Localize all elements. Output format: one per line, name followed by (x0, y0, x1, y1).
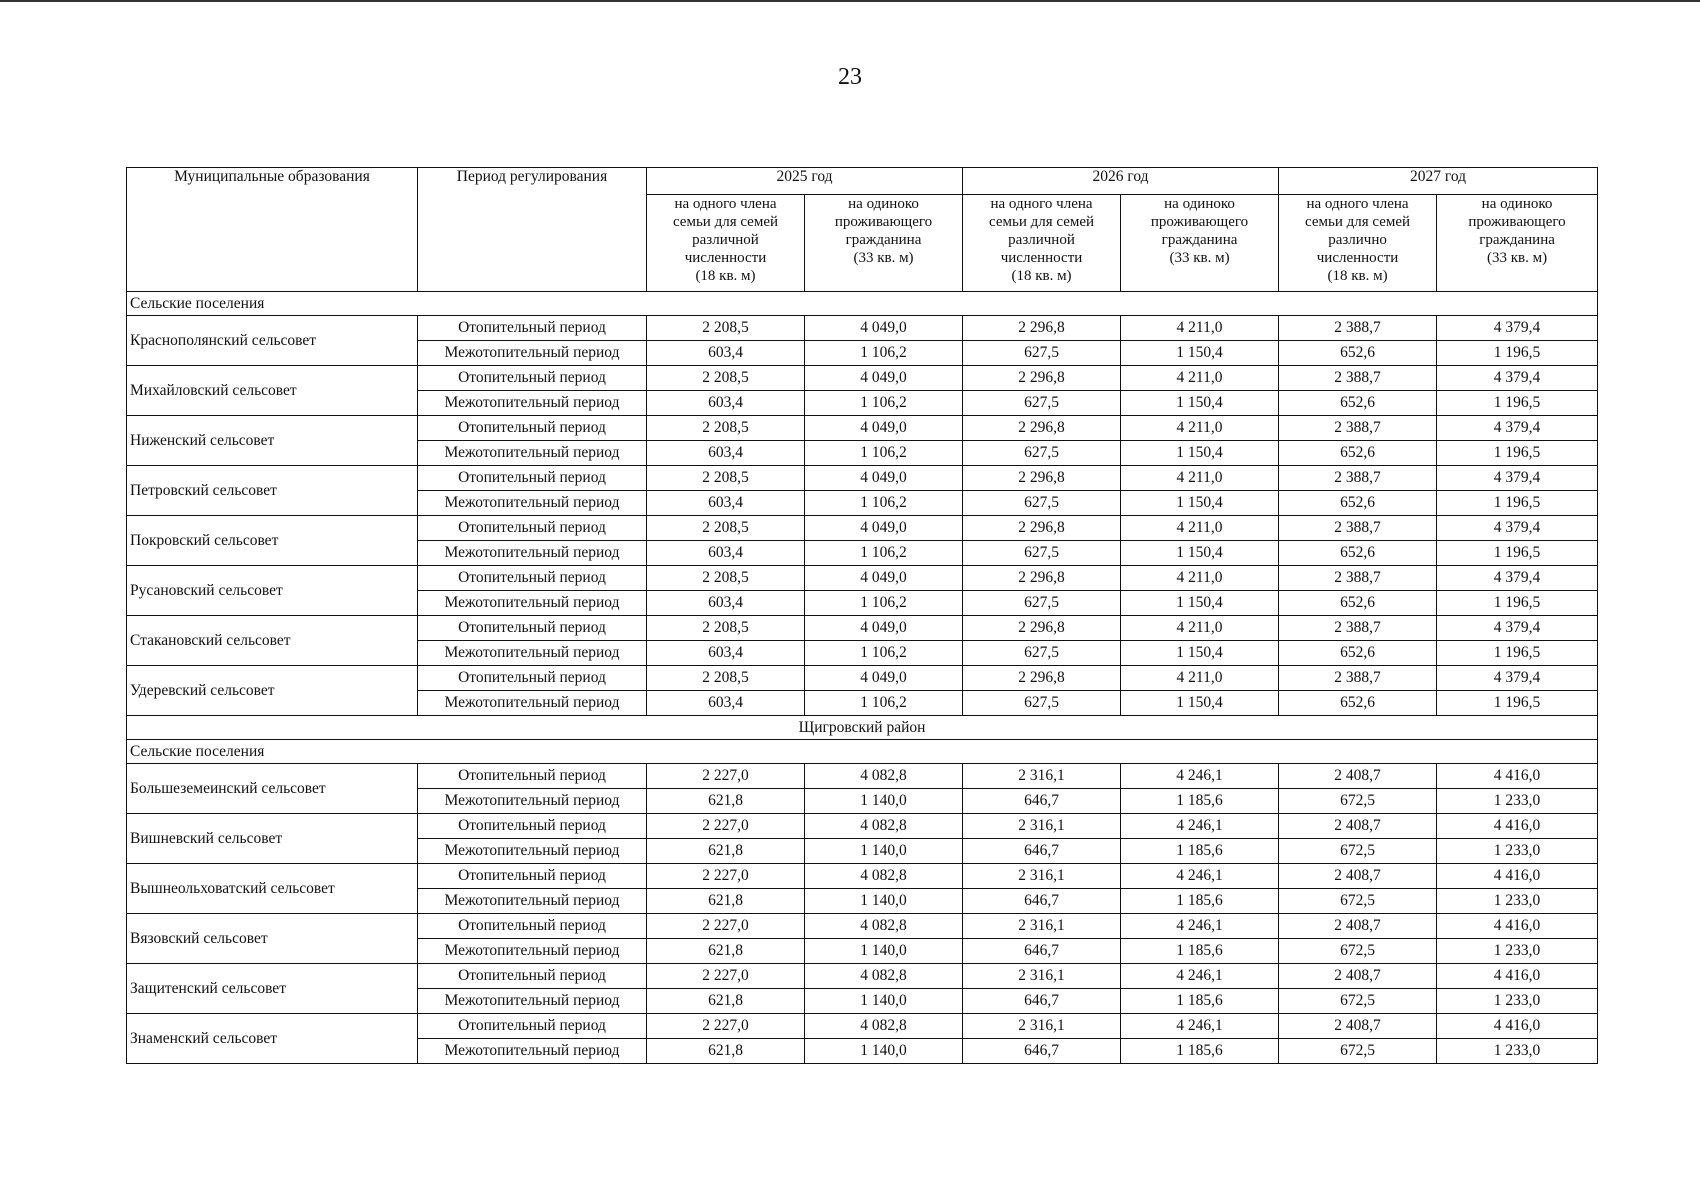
municipality-name: Покровский сельсовет (127, 516, 418, 566)
value-cell: 2 208,5 (647, 316, 805, 341)
value-cell: 4 082,8 (805, 814, 963, 839)
value-cell: 1 185,6 (1121, 989, 1279, 1014)
subheader-cell (805, 195, 963, 292)
value-cell: 2 408,7 (1279, 864, 1437, 889)
value-cell: 2 408,7 (1279, 764, 1437, 789)
subheader-line: на одиноко (1481, 196, 1553, 212)
value-cell: 2 388,7 (1279, 516, 1437, 541)
value-cell: 4 416,0 (1437, 864, 1598, 889)
value-cell: 4 246,1 (1121, 864, 1279, 889)
value-cell: 1 150,4 (1121, 441, 1279, 466)
value-cell: 646,7 (963, 789, 1121, 814)
value-cell: 4 416,0 (1437, 1014, 1598, 1039)
value-cell: 4 049,0 (805, 416, 963, 441)
value-cell: 2 388,7 (1279, 366, 1437, 391)
subheader-line: численности (1316, 250, 1399, 266)
value-cell: 1 106,2 (805, 391, 963, 416)
value-cell: 2 208,5 (647, 366, 805, 391)
value-cell: 2 208,5 (647, 566, 805, 591)
value-cell: 2 388,7 (1279, 666, 1437, 691)
municipality-name: Краснополянский сельсовет (127, 316, 418, 366)
subheader-line: гражданина (845, 232, 922, 248)
value-cell: 1 196,5 (1437, 391, 1598, 416)
value-cell: 2 296,8 (963, 566, 1121, 591)
value-cell: 1 150,4 (1121, 641, 1279, 666)
value-cell: 4 246,1 (1121, 814, 1279, 839)
value-cell: 2 316,1 (963, 764, 1121, 789)
subheader-cell (1279, 195, 1437, 292)
value-cell: 2 296,8 (963, 516, 1121, 541)
table-row (127, 814, 1598, 839)
period-cell: Межотопительный период (418, 491, 647, 516)
value-cell: 2 296,8 (963, 366, 1121, 391)
subheader-line: на одного члена (1306, 196, 1409, 212)
value-cell: 2 388,7 (1279, 316, 1437, 341)
value-cell: 4 379,4 (1437, 516, 1598, 541)
table-row (127, 764, 1598, 789)
value-cell: 1 196,5 (1437, 691, 1598, 716)
subheader-line: численности (1000, 250, 1083, 266)
value-cell: 4 082,8 (805, 1014, 963, 1039)
header-period: Период регулирования (418, 168, 647, 292)
value-cell: 2 316,1 (963, 964, 1121, 989)
value-cell: 603,4 (647, 591, 805, 616)
subheader-line: семьи для семей (988, 214, 1095, 230)
value-cell: 2 388,7 (1279, 416, 1437, 441)
value-cell: 4 049,0 (805, 616, 963, 641)
value-cell: 672,5 (1279, 989, 1437, 1014)
value-cell: 672,5 (1279, 789, 1437, 814)
value-cell: 4 379,4 (1437, 416, 1598, 441)
value-cell: 652,6 (1279, 441, 1437, 466)
value-cell: 1 196,5 (1437, 491, 1598, 516)
period-cell: Отопительный период (418, 914, 647, 939)
value-cell: 4 082,8 (805, 964, 963, 989)
value-cell: 2 388,7 (1279, 566, 1437, 591)
value-cell: 1 233,0 (1437, 939, 1598, 964)
subheader-line: гражданина (1161, 232, 1238, 248)
value-cell: 621,8 (647, 839, 805, 864)
period-cell: Межотопительный период (418, 641, 647, 666)
value-cell: 621,8 (647, 789, 805, 814)
value-cell: 4 246,1 (1121, 964, 1279, 989)
period-cell: Межотопительный период (418, 591, 647, 616)
value-cell: 603,4 (647, 441, 805, 466)
subheader-cell (647, 195, 805, 292)
value-cell: 1 233,0 (1437, 789, 1598, 814)
value-cell: 2 208,5 (647, 516, 805, 541)
value-cell: 652,6 (1279, 691, 1437, 716)
value-cell: 4 049,0 (805, 666, 963, 691)
value-cell: 603,4 (647, 491, 805, 516)
value-cell: 4 082,8 (805, 864, 963, 889)
value-cell: 1 106,2 (805, 591, 963, 616)
value-cell: 1 106,2 (805, 341, 963, 366)
subheader-line: на одиноко (1164, 196, 1235, 212)
value-cell: 4 211,0 (1121, 566, 1279, 591)
value-cell: 652,6 (1279, 341, 1437, 366)
period-cell: Отопительный период (418, 764, 647, 789)
value-cell: 646,7 (963, 939, 1121, 964)
table-row (127, 1014, 1598, 1039)
value-cell: 652,6 (1279, 491, 1437, 516)
value-cell: 1 106,2 (805, 691, 963, 716)
section-row (127, 292, 1598, 316)
value-cell: 1 196,5 (1437, 341, 1598, 366)
value-cell: 1 140,0 (805, 939, 963, 964)
value-cell: 1 185,6 (1121, 789, 1279, 814)
table-row (127, 964, 1598, 989)
period-cell: Межотопительный период (418, 989, 647, 1014)
value-cell: 1 196,5 (1437, 641, 1598, 666)
period-cell: Отопительный период (418, 516, 647, 541)
value-cell: 646,7 (963, 889, 1121, 914)
value-cell: 1 196,5 (1437, 441, 1598, 466)
value-cell: 4 379,4 (1437, 466, 1598, 491)
value-cell: 1 106,2 (805, 641, 963, 666)
table-row (127, 316, 1598, 341)
municipality-name: Петровский сельсовет (127, 466, 418, 516)
value-cell: 2 296,8 (963, 466, 1121, 491)
value-cell: 627,5 (963, 441, 1121, 466)
municipality-name: Защитенский сельсовет (127, 964, 418, 1014)
value-cell: 1 140,0 (805, 989, 963, 1014)
table-row (127, 864, 1598, 889)
value-cell: 4 246,1 (1121, 1014, 1279, 1039)
value-cell: 4 211,0 (1121, 366, 1279, 391)
value-cell: 1 150,4 (1121, 491, 1279, 516)
table-row (127, 466, 1598, 491)
value-cell: 2 227,0 (647, 764, 805, 789)
subheader-line: на одиноко (848, 196, 919, 212)
subheader-line: проживающего (1150, 214, 1249, 230)
municipality-name: Русановский сельсовет (127, 566, 418, 616)
period-cell: Межотопительный период (418, 391, 647, 416)
value-cell: 2 316,1 (963, 864, 1121, 889)
value-cell: 4 379,4 (1437, 666, 1598, 691)
subheader-line: (33 кв. м) (853, 250, 914, 266)
value-cell: 4 049,0 (805, 366, 963, 391)
value-cell: 1 150,4 (1121, 691, 1279, 716)
value-cell: 2 227,0 (647, 864, 805, 889)
value-cell: 2 208,5 (647, 666, 805, 691)
value-cell: 1 185,6 (1121, 939, 1279, 964)
value-cell: 4 379,4 (1437, 366, 1598, 391)
value-cell: 652,6 (1279, 641, 1437, 666)
value-cell: 621,8 (647, 989, 805, 1014)
value-cell: 4 246,1 (1121, 914, 1279, 939)
period-cell: Отопительный период (418, 666, 647, 691)
value-cell: 603,4 (647, 641, 805, 666)
period-cell: Отопительный период (418, 466, 647, 491)
value-cell: 4 416,0 (1437, 964, 1598, 989)
value-cell: 1 233,0 (1437, 839, 1598, 864)
subheader-line: (18 кв. м) (695, 268, 756, 284)
value-cell: 646,7 (963, 989, 1121, 1014)
value-cell: 1 233,0 (1437, 989, 1598, 1014)
value-cell: 603,4 (647, 691, 805, 716)
value-cell: 1 233,0 (1437, 889, 1598, 914)
subheader-line: (33 кв. м) (1169, 250, 1230, 266)
value-cell: 646,7 (963, 839, 1121, 864)
value-cell: 1 140,0 (805, 789, 963, 814)
value-cell: 2 388,7 (1279, 466, 1437, 491)
value-cell: 1 140,0 (805, 889, 963, 914)
value-cell: 1 185,6 (1121, 839, 1279, 864)
value-cell: 2 408,7 (1279, 1014, 1437, 1039)
value-cell: 621,8 (647, 889, 805, 914)
value-cell: 2 316,1 (963, 914, 1121, 939)
value-cell: 2 316,1 (963, 814, 1121, 839)
value-cell: 2 227,0 (647, 814, 805, 839)
period-cell: Отопительный период (418, 814, 647, 839)
value-cell: 2 227,0 (647, 1014, 805, 1039)
municipality-name: Большеземеинский сельсовет (127, 764, 418, 814)
value-cell: 627,5 (963, 491, 1121, 516)
value-cell: 1 150,4 (1121, 591, 1279, 616)
value-cell: 2 296,8 (963, 316, 1121, 341)
value-cell: 4 049,0 (805, 316, 963, 341)
subheader-cell (1121, 195, 1279, 292)
period-cell: Отопительный период (418, 1014, 647, 1039)
value-cell: 4 379,4 (1437, 316, 1598, 341)
value-cell: 1 150,4 (1121, 541, 1279, 566)
period-cell: Отопительный период (418, 964, 647, 989)
subheader-line: (33 кв. м) (1486, 250, 1548, 266)
period-cell: Межотопительный период (418, 441, 647, 466)
value-cell: 1 233,0 (1437, 1039, 1598, 1064)
period-cell: Отопительный период (418, 566, 647, 591)
value-cell: 1 196,5 (1437, 591, 1598, 616)
value-cell: 4 211,0 (1121, 616, 1279, 641)
table-row (127, 416, 1598, 441)
header-year-2025: 2025 год (647, 168, 963, 195)
value-cell: 2 408,7 (1279, 964, 1437, 989)
municipality-name: Вышнеольховатский сельсовет (127, 864, 418, 914)
period-cell: Межотопительный период (418, 691, 647, 716)
value-cell: 1 140,0 (805, 1039, 963, 1064)
value-cell: 4 211,0 (1121, 466, 1279, 491)
table-row (127, 366, 1598, 391)
value-cell: 621,8 (647, 939, 805, 964)
value-cell: 4 416,0 (1437, 814, 1598, 839)
header-year-2027: 2027 год (1279, 168, 1598, 195)
value-cell: 2 388,7 (1279, 616, 1437, 641)
subheader-cell (1437, 195, 1598, 292)
subheader-line: численности (684, 250, 767, 266)
value-cell: 1 106,2 (805, 541, 963, 566)
value-cell: 603,4 (647, 341, 805, 366)
value-cell: 2 408,7 (1279, 814, 1437, 839)
tariff-table (126, 167, 1598, 1064)
period-cell: Межотопительный период (418, 541, 647, 566)
value-cell: 4 211,0 (1121, 516, 1279, 541)
period-cell: Межотопительный период (418, 939, 647, 964)
value-cell: 672,5 (1279, 939, 1437, 964)
value-cell: 646,7 (963, 1039, 1121, 1064)
value-cell: 4 379,4 (1437, 616, 1598, 641)
period-cell: Отопительный период (418, 416, 647, 441)
value-cell: 4 049,0 (805, 466, 963, 491)
value-cell: 627,5 (963, 341, 1121, 366)
value-cell: 621,8 (647, 1039, 805, 1064)
value-cell: 1 106,2 (805, 491, 963, 516)
value-cell: 603,4 (647, 391, 805, 416)
subheader-cell (963, 195, 1121, 292)
value-cell: 4 049,0 (805, 566, 963, 591)
value-cell: 672,5 (1279, 839, 1437, 864)
table-header (127, 168, 1598, 292)
subheader-line: гражданина (1479, 232, 1555, 248)
section-row (127, 740, 1598, 764)
value-cell: 652,6 (1279, 591, 1437, 616)
period-cell: Отопительный период (418, 616, 647, 641)
table-row (127, 914, 1598, 939)
period-cell: Отопительный период (418, 316, 647, 341)
value-cell: 2 227,0 (647, 914, 805, 939)
section-title: Сельские поселения (127, 292, 1598, 316)
subheader-line: различной (1008, 232, 1075, 248)
header-municipality: Муниципальные образования (127, 168, 418, 292)
value-cell: 1 185,6 (1121, 1039, 1279, 1064)
section-title: Сельские поселения (127, 740, 1598, 764)
subheader-line: семьи для семей (1305, 214, 1411, 230)
municipality-name: Ниженский сельсовет (127, 416, 418, 466)
value-cell: 2 208,5 (647, 616, 805, 641)
value-cell: 1 150,4 (1121, 341, 1279, 366)
value-cell: 603,4 (647, 541, 805, 566)
subheader-line: (18 кв. м) (1011, 268, 1072, 284)
period-cell: Межотопительный период (418, 839, 647, 864)
table-row (127, 666, 1598, 691)
value-cell: 4 049,0 (805, 516, 963, 541)
period-cell: Межотопительный период (418, 341, 647, 366)
header-year-2026: 2026 год (963, 168, 1279, 195)
district-row (127, 716, 1598, 740)
value-cell: 2 208,5 (647, 466, 805, 491)
value-cell: 4 416,0 (1437, 764, 1598, 789)
municipality-name: Вишневский сельсовет (127, 814, 418, 864)
value-cell: 627,5 (963, 391, 1121, 416)
value-cell: 627,5 (963, 541, 1121, 566)
period-cell: Межотопительный период (418, 789, 647, 814)
subheader-line: различно (1328, 232, 1387, 248)
value-cell: 1 185,6 (1121, 889, 1279, 914)
value-cell: 4 246,1 (1121, 764, 1279, 789)
value-cell: 4 211,0 (1121, 416, 1279, 441)
subheader-line: проживающего (834, 214, 933, 230)
table-row (127, 566, 1598, 591)
value-cell: 652,6 (1279, 391, 1437, 416)
value-cell: 2 296,8 (963, 616, 1121, 641)
page-top-edge-line (0, 0, 1700, 2)
value-cell: 4 211,0 (1121, 316, 1279, 341)
municipality-name: Удеревский сельсовет (127, 666, 418, 716)
value-cell: 627,5 (963, 691, 1121, 716)
value-cell: 2 296,8 (963, 416, 1121, 441)
period-cell: Отопительный период (418, 366, 647, 391)
period-cell: Межотопительный период (418, 889, 647, 914)
subheader-line: на одного члена (990, 196, 1093, 212)
value-cell: 4 211,0 (1121, 666, 1279, 691)
value-cell: 672,5 (1279, 889, 1437, 914)
value-cell: 1 196,5 (1437, 541, 1598, 566)
value-cell: 2 316,1 (963, 1014, 1121, 1039)
value-cell: 4 379,4 (1437, 566, 1598, 591)
subheader-line: семьи для семей (672, 214, 779, 230)
table-row (127, 616, 1598, 641)
value-cell: 627,5 (963, 641, 1121, 666)
value-cell: 2 227,0 (647, 964, 805, 989)
value-cell: 2 296,8 (963, 666, 1121, 691)
period-cell: Межотопительный период (418, 1039, 647, 1064)
value-cell: 1 106,2 (805, 441, 963, 466)
table-body (127, 292, 1598, 1064)
value-cell: 4 082,8 (805, 914, 963, 939)
district-title: Щигровский район (127, 716, 1598, 740)
municipality-name: Знаменский сельсовет (127, 1014, 418, 1064)
value-cell: 652,6 (1279, 541, 1437, 566)
municipality-name: Стакановский сельсовет (127, 616, 418, 666)
value-cell: 4 416,0 (1437, 914, 1598, 939)
value-cell: 1 140,0 (805, 839, 963, 864)
value-cell: 4 082,8 (805, 764, 963, 789)
municipality-name: Вязовский сельсовет (127, 914, 418, 964)
subheader-line: различной (692, 232, 759, 248)
subheader-line: проживающего (1468, 214, 1566, 230)
value-cell: 672,5 (1279, 1039, 1437, 1064)
value-cell: 1 150,4 (1121, 391, 1279, 416)
subheader-line: (18 кв. м) (1327, 268, 1388, 284)
value-cell: 2 408,7 (1279, 914, 1437, 939)
value-cell: 627,5 (963, 591, 1121, 616)
municipality-name: Михайловский сельсовет (127, 366, 418, 416)
subheader-line: на одного члена (674, 196, 777, 212)
value-cell: 2 208,5 (647, 416, 805, 441)
page-number: 23 (838, 64, 862, 90)
table-row (127, 516, 1598, 541)
period-cell: Отопительный период (418, 864, 647, 889)
